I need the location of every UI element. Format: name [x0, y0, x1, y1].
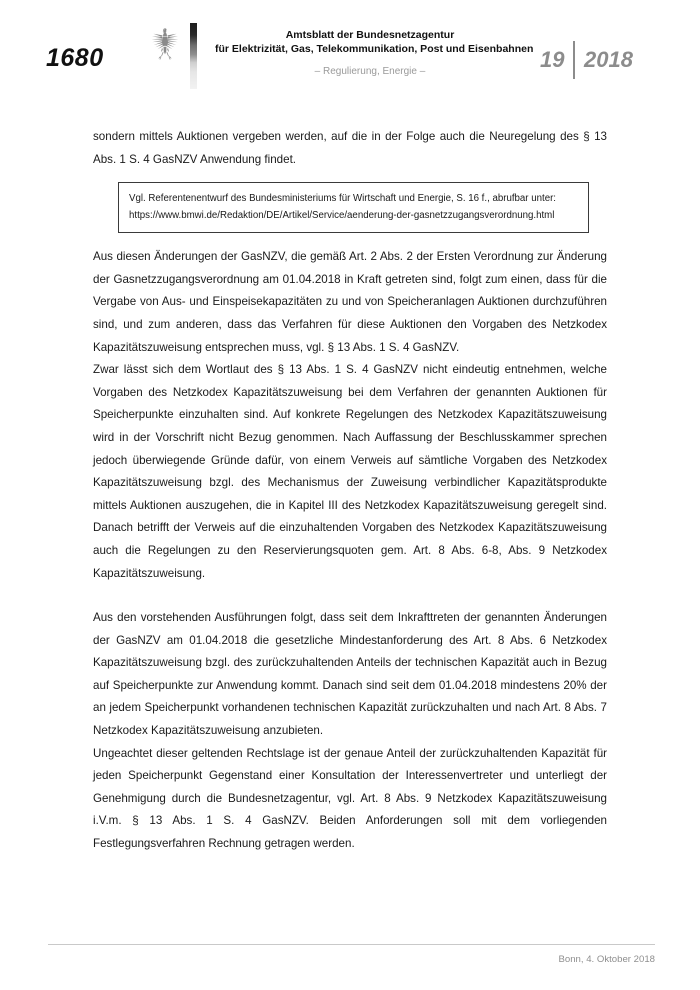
- masthead-subtitle: – Regulierung, Energie –: [314, 66, 426, 77]
- citation-reference-text: Vgl. Referentenentwurf des Bundesministeriums für Wirtschaft und Energie, S. 16 f., abrufbar unter:: [129, 193, 556, 205]
- paragraph-wortlaut-auslegung: Zwar lässt sich dem Wortlaut des § 13 Abs. 1 S. 4 GasNZV nicht eindeutig entnehmen, welche Vorgaben des Netzkodex Kapazitätszuweisung bei dem Verfahren der genannten Auktionen für Speicherpunkte einzuhalten sind. Auf konkrete Regelungen des Netzkodex Kapazitätszuweisung wird in der Vorschrift nicht Bezug genommen. Nach Auffassung der Beschlusskammer sprechen jedoch überwiegende Gründe dafür, von einem Verweis auf sämtliche Vorgaben des Netzkodex Kapazitätszuweisung bzgl. des Mechanismus der Zuweisung verbindlicher Kapazitätsprodukte mittels Auktionen auszugehen, die in Kapitel III des Netzkodex Kapazitätszuweisung geregelt sind. Danach betrifft der Verweis auf die einzuhaltenden Vorgaben des Netzkodex Kapazitätszuweisung auch die Regelungen zu den Reservierungsquoten gem. Art. 8 Abs. 6-8, Abs. 9 Netzkodex Kapazitätszuweisung.: [93, 363, 607, 580]
- paragraph-spacer: [93, 585, 607, 607]
- issue-year: 2018: [583, 47, 633, 72]
- citation-url[interactable]: https://www.bmwi.de/Redaktion/DE/Artikel/Service/aenderung-der-gasnetzzugangsverordnung.html: [129, 210, 555, 222]
- paragraph-continuation: sondern mittels Auktionen vergeben werden, auf die in der Folge auch die Neuregelung des § 13 Abs. 1 S. 4 GasNZV Anwendung findet.: [93, 130, 607, 166]
- federal-eagle-icon: [148, 27, 182, 63]
- emblem-gradient-bar: [190, 23, 197, 89]
- issue-block: [540, 40, 633, 80]
- paragraph-changes-gasnzv: Aus diesen Änderungen der GasNZV, die gemäß Art. 2 Abs. 2 der Ersten Verordnung zur Änderung der Gasnetzzugangsverordnung am 01.04.2018 in Kraft getreten sind, folgt zum einen, dass für die Vergabe von Aus- und Einspeisekapazitäten zu und von Speicheranlagen Auktionen durchzuführen sind, und zum anderen, dass das Verfahren für diese Auktionen den Vorgaben des Netzkodex Kapazitätszuweisung entsprechen muss, vgl. § 13 Abs. 1 S. 4 GasNZV.: [93, 250, 607, 354]
- page-masthead: [0, 0, 700, 104]
- citation-box: [118, 182, 589, 233]
- page-footer: [48, 944, 655, 965]
- document-body: [93, 126, 607, 856]
- paragraph-mindestanforderung: Aus den vorstehenden Ausführungen folgt, dass seit dem Inkrafttreten der genannten Änderungen der GasNZV am 01.04.2018 die gesetzliche Mindestanforderung des Art. 8 Abs. 6 Netzkodex Kapazitätszuweisung bzgl. des zurückzuhaltenden Anteils der technischen Kapazität auch in Bezug auf Speicherpunkte zur Anwendung kommt. Danach sind seit dem 01.04.2018 mindestens 20% der an jedem Speicherpunkt vorhandenen technischen Kapazität zurückzuhalten und nach Art. 8 Abs. 7 Netzkodex Kapazitätszuweisung anzubieten.: [93, 611, 607, 738]
- issue-number: 19: [540, 47, 565, 72]
- masthead-title-line1: Amtsblatt der Bundesnetzagentur: [285, 29, 455, 41]
- masthead-title-line2: für Elektrizität, Gas, Telekommunikation, Post und Eisenbahnen: [215, 43, 534, 55]
- paragraph-konsultation-genehmigung: Ungeachtet dieser geltenden Rechtslage ist der genaue Anteil der zurückzuhaltenden Kapazität für jeden Speicherpunkt Gegenstand einer Konsultation der Interessenvertreter und unterliegt der Genehmigung durch die Bundesnetzagentur, vgl. Art. 8 Abs. 9 Netzkodex Kapazitätszuweisung i.V.m. § 13 Abs. 1 S. 4 GasNZV. Beiden Anforderungen soll mit dem vorliegenden Festlegungsverfahren Rechnung getragen werden.: [93, 746, 607, 851]
- footer-place-date: Bonn, 4. Oktober 2018: [558, 954, 655, 965]
- emblem-group: [148, 23, 206, 89]
- footer-divider: [48, 944, 655, 945]
- masthead-titles: [215, 28, 534, 78]
- page-number: 1680: [46, 44, 104, 72]
